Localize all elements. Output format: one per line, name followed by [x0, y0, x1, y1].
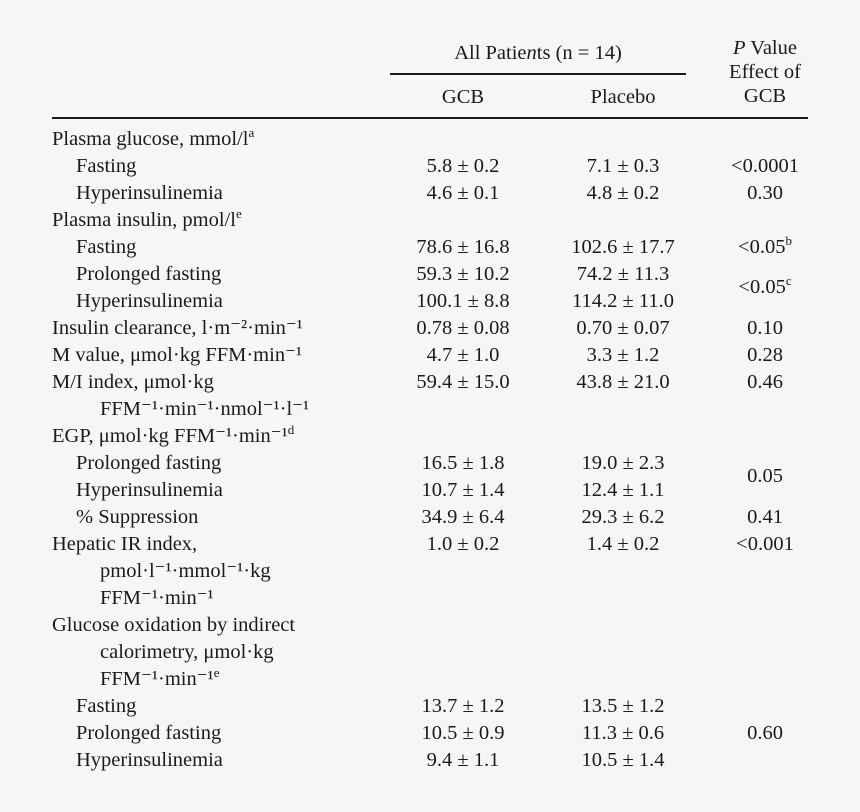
row-label: Fasting [76, 155, 137, 177]
row-label: pmol·l⁻¹·mmol⁻¹·kg [100, 560, 271, 582]
header-group-rule [390, 73, 686, 75]
placebo-value: 102.6 ± 17.7 [571, 236, 675, 258]
row-label: FFM⁻¹·min⁻¹ [100, 587, 214, 609]
gcb-value: 78.6 ± 16.8 [416, 236, 510, 258]
placebo-value: 11.3 ± 0.6 [581, 722, 665, 744]
placebo-value: 1.4 ± 0.2 [586, 533, 660, 555]
p-value: <0.0001 [731, 155, 799, 177]
row-label: Hyperinsulinemia [76, 479, 223, 501]
gcb-value: 0.78 ± 0.08 [416, 317, 510, 339]
row-label: Plasma glucose, mmol/$l^a$ [52, 125, 255, 150]
gcb-value: 10.7 ± 1.4 [421, 479, 505, 501]
p-value: <0.001 [736, 533, 794, 555]
row-label: Hyperinsulinemia [76, 290, 223, 312]
placebo-value: 29.3 ± 6.2 [581, 506, 665, 528]
row-label: calorimetry, μmol·kg [100, 641, 274, 663]
gcb-value: 13.7 ± 1.2 [421, 695, 505, 717]
gcb-value: 9.4 ± 1.1 [426, 749, 500, 771]
row-label: Prolonged fasting [76, 452, 222, 474]
placebo-value: 19.0 ± 2.3 [581, 452, 665, 474]
placebo-value: 114.2 ± 11.0 [572, 290, 674, 312]
gcb-value: 10.5 ± 0.9 [421, 722, 505, 744]
row-label: Insulin clearance, l·m⁻²·min⁻¹ [52, 317, 303, 339]
placebo-value: 43.8 ± 21.0 [576, 371, 670, 393]
row-label: Hepatic IR index, [52, 533, 198, 555]
header-p-value [700, 36, 830, 108]
placebo-value: 4.8 ± 0.2 [586, 182, 660, 204]
p-value: 0.60 [747, 722, 783, 744]
placebo-value: 7.1 ± 0.3 [586, 155, 660, 177]
gcb-value: 5.8 ± 0.2 [426, 155, 500, 177]
row-label: Prolonged fasting [76, 722, 222, 744]
row-label: Prolonged fasting [76, 263, 222, 285]
footnote-marker: a [248, 125, 255, 141]
p-value-merged: <0.05$^c$ [738, 273, 792, 298]
placebo-value: 3.3 ± 1.2 [586, 344, 660, 366]
placebo-value: 0.70 ± 0.07 [576, 317, 670, 339]
gcb-value: 59.3 ± 10.2 [416, 263, 510, 285]
header-gcb: GCB [441, 86, 485, 108]
gcb-value: 4.7 ± 1.0 [426, 344, 500, 366]
gcb-value: 100.1 ± 8.8 [416, 290, 510, 312]
row-label: Fasting [76, 695, 137, 717]
gcb-value: 4.6 ± 0.1 [426, 182, 500, 204]
row-label: Hyperinsulinemia [76, 182, 223, 204]
footnote-marker: c [785, 273, 792, 289]
p-value-merged: 0.05 [747, 465, 783, 487]
header-bottom-rule [52, 117, 808, 119]
p-value: 0.10 [747, 317, 783, 339]
header-placebo: Placebo [590, 86, 656, 108]
footnote-marker: e [213, 665, 220, 681]
gcb-value: 34.9 ± 6.4 [421, 506, 505, 528]
p-value: <0.05$^b$ [738, 233, 792, 258]
footnote-marker: d [287, 422, 295, 438]
row-label: % Suppression [76, 506, 199, 528]
header-p-line2: Effect of [729, 61, 801, 83]
footnote-marker: b [785, 233, 792, 249]
header-p-line1: P Value [733, 37, 797, 59]
row-label: Fasting [76, 236, 137, 258]
gcb-value: 1.0 ± 0.2 [426, 533, 500, 555]
row-label: M/I index, μmol·kg [52, 371, 214, 393]
p-value: 0.46 [747, 371, 783, 393]
placebo-value: 12.4 ± 1.1 [581, 479, 665, 501]
placebo-value: 74.2 ± 11.3 [576, 263, 670, 285]
row-label: FFM⁻¹·min⁻¹·nmol⁻¹·l⁻¹ [100, 398, 310, 420]
p-value: 0.28 [747, 344, 783, 366]
row-label: Hyperinsulinemia [76, 749, 223, 771]
placebo-value: 10.5 ± 1.4 [581, 749, 665, 771]
placebo-value: 13.5 ± 1.2 [581, 695, 665, 717]
row-label: Glucose oxidation by indirect [52, 614, 296, 636]
footnote-marker: e [235, 206, 242, 222]
p-value: 0.41 [747, 506, 783, 528]
header-group: All Patients (n = 14) [454, 42, 622, 64]
gcb-value: 16.5 ± 1.8 [421, 452, 505, 474]
row-label: Plasma insulin, pmol/$l^e$ [52, 206, 242, 231]
header-p-line3: GCB [743, 85, 787, 107]
row-label: EGP, μmol·kg FFM⁻¹·min⁻¹$^d$ [52, 422, 295, 447]
row-label: M value, μmol·kg FFM·min⁻¹ [52, 344, 303, 366]
p-value: 0.30 [747, 182, 783, 204]
row-label: FFM⁻¹·min⁻¹$^e$ [100, 665, 220, 690]
gcb-value: 59.4 ± 15.0 [416, 371, 510, 393]
